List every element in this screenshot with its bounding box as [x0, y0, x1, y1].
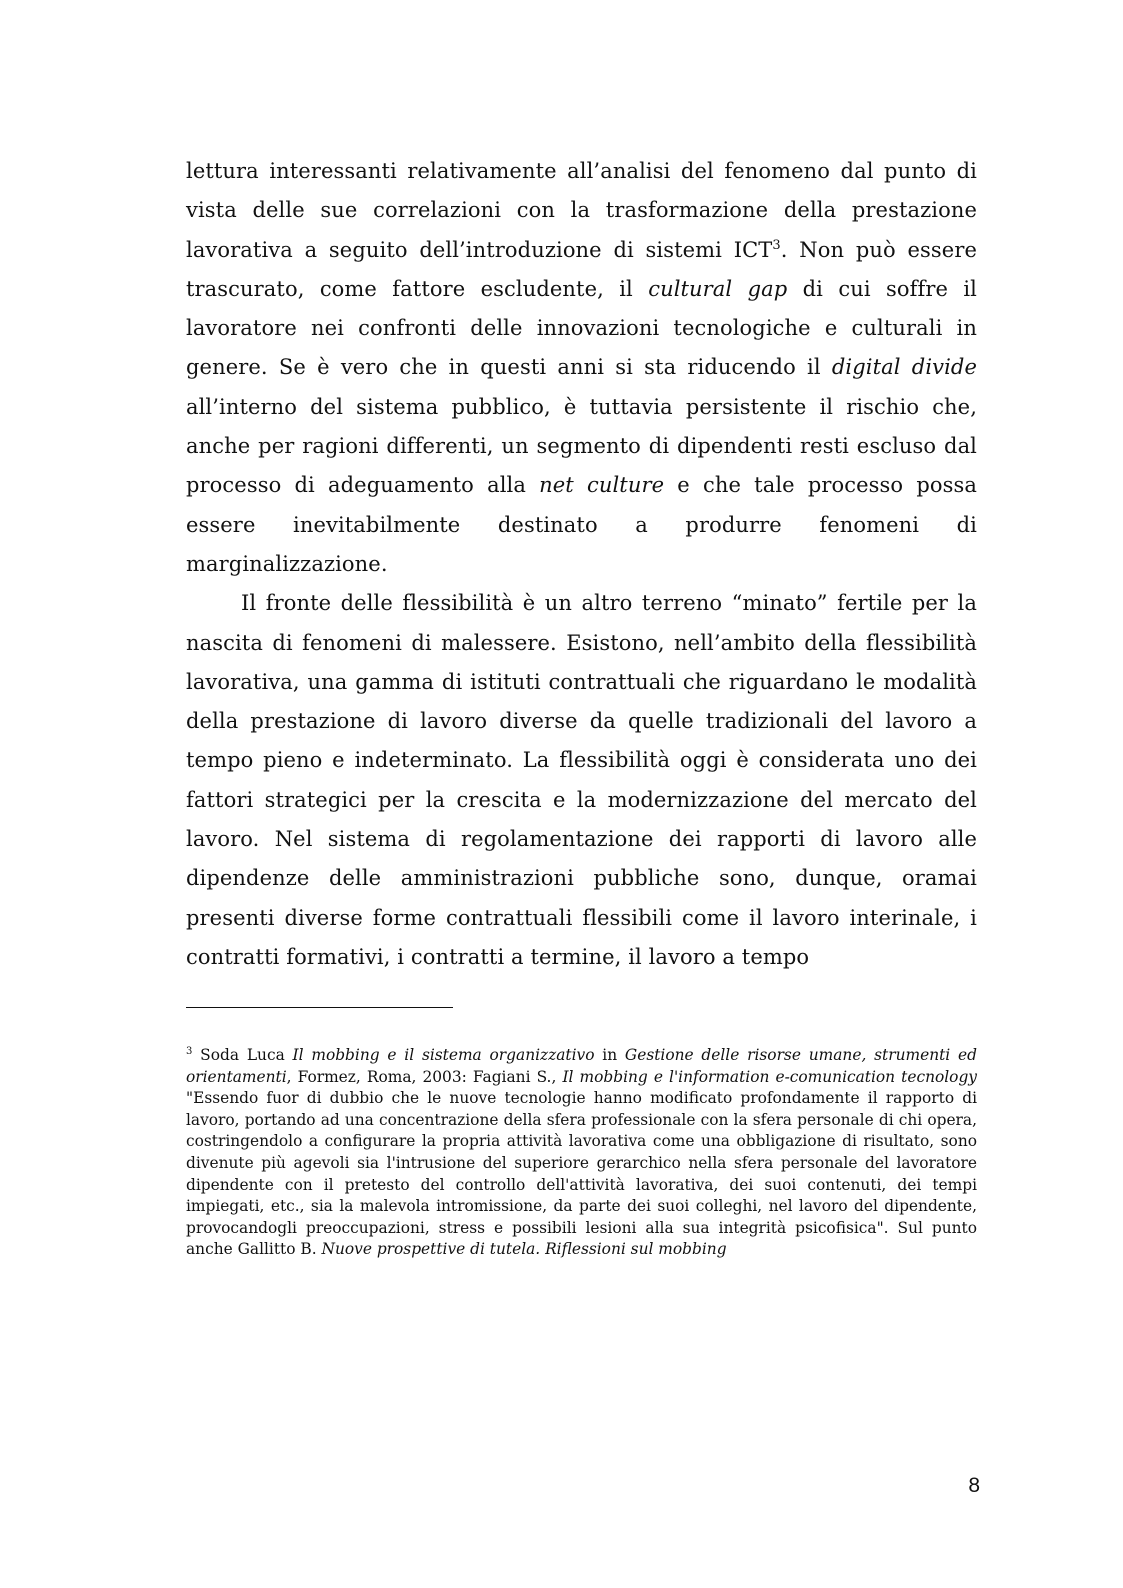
- paragraph-1: [186, 152, 977, 584]
- italic-cultural-gap: cultural gap: [648, 276, 788, 301]
- footnote-text-d: "Essendo fuor di dubbio che le nuove tecnologie hanno modificato profondamente il rapporto di lavoro, portando ad una concentrazione della sfera professionale con la sfera personale di chi opera, costringendolo a configurare la propria attività lavorativa come una obbligazione di risultato, sono divenute più agevoli sia l'intrusione del superiore gerarchico nella sfera personale del lavoratore dipendente con il pretesto del controllo dell'attività lavorativa, dei suoi contenuti, dei tempi impiegati, etc., sia la malevola intromissione, da parte dei suoi colleghi, nel lavoro del dipendente, provocandogli preoccupazioni, stress e possibili lesioni alla sua integrità psicofisica". Sul punto anche Gallitto B.: [186, 1089, 977, 1259]
- footnote-text-a: Soda Luca: [192, 1046, 293, 1064]
- paragraph-2: Il fronte delle flessibilità è un altro terreno “minato” fertile per la nascita di fenomeni di malessere. Esistono, nell’ambito della flessibilità lavorativa, una gamma di istituti contrattuali che riguardano le modalità della prestazione di lavoro diverse da quelle tradizionali del lavoro a tempo pieno e indeterminato. La flessibilità oggi è considerata uno dei fattori strategici per la crescita e la modernizzazione del mercato del lavoro. Nel sistema di regolamentazione dei rapporti di lavoro alle dipendenze delle amministrazioni pubbliche sono, dunque, oramai presenti diverse forme contrattuali flessibili come il lavoro interinale, i contratti formativi, i contratti a termine, il lavoro a tempo: [186, 591, 977, 969]
- footnote-italic-title-3: Il mobbing e l'information e-comunication tecnology: [562, 1067, 977, 1086]
- footnote-reference-3: 3: [772, 237, 781, 253]
- italic-digital-divide: digital divide: [831, 355, 977, 380]
- footnote-mark: 3: [186, 1046, 193, 1057]
- footnote-text-c: , Formez, Roma, 2003: Fagiani S.,: [286, 1067, 563, 1086]
- footnote-separator: [186, 1007, 453, 1008]
- footnote-italic-title-1: Il mobbing e il sistema organizzativo: [292, 1046, 595, 1064]
- paragraph-1-text-a: lettura interessanti relativamente all’analisi del fenomeno dal punto di vista delle sue correlazioni con la trasformazione della prestazione lavorativa a seguito dell’introduzione di sistemi ICT: [186, 159, 977, 262]
- footnote-italic-title-4: Nuove prospettive di tutela. Riflessioni sul mobbing: [321, 1240, 727, 1259]
- footnote-3: [186, 1045, 977, 1261]
- paragraph-1-text-b: . Non può essere trascurato, come fattore escludente, il: [186, 237, 977, 301]
- italic-net-culture: net culture: [539, 473, 665, 498]
- paragraph-1-text-d: all’interno del sistema pubblico, è tuttavia persistente il rischio che, anche per ragioni differenti, un segmento di dipendenti resti escluso dal processo di adeguamento alla: [186, 394, 977, 498]
- paragraph-1-text-c: di cui soffre il lavoratore nei confronti delle innovazioni tecnologiche e culturali in genere. Se è vero che in questi anni si sta riducendo il: [186, 276, 977, 380]
- footnote-text-b: in: [594, 1046, 625, 1064]
- page-number: 8: [968, 1474, 980, 1497]
- body-text: [186, 152, 977, 977]
- paragraph-1-text-e: e che tale processo possa essere inevitabilmente destinato a produrre fenomeni di marginalizzazione.: [186, 473, 977, 576]
- footnote-italic-title-2: Gestione delle risorse umane, strumenti ed orientamenti: [186, 1046, 977, 1086]
